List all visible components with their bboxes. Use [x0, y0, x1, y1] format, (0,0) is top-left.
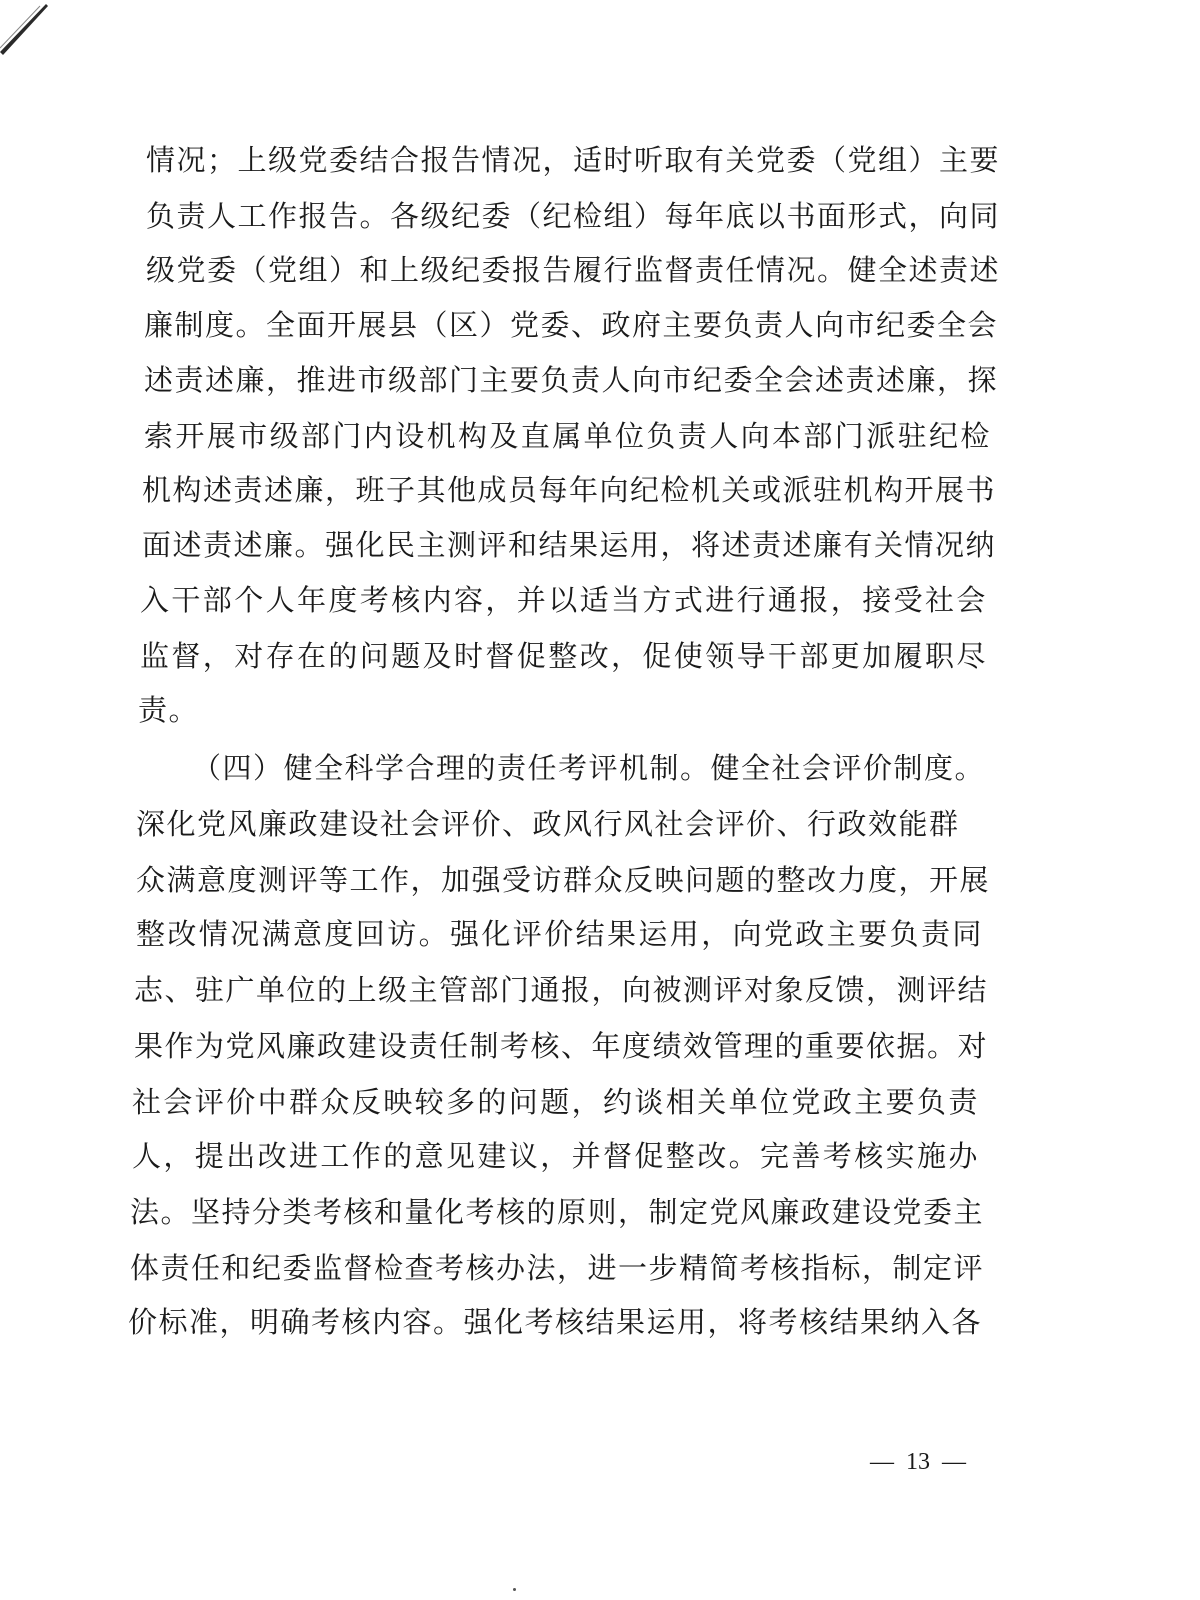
text-line: 廉制度。全面开展县（区）党委、政府主要负责人向市纪委全会: [144, 308, 999, 342]
section-heading-line: （四）健全科学合理的责任考评机制。健全社会评价制度。: [192, 751, 986, 785]
text-line: 体责任和纪委监督检查考核办法，进一步精简考核指标，制定评: [130, 1251, 985, 1285]
text-line: 法。坚持分类考核和量化考核的原则，制定党风廉政建设党委主: [130, 1195, 985, 1229]
text-line: 社会评价中群众反映较多的问题，约谈相关单位党政主要负责: [132, 1085, 980, 1119]
text-line: 果作为党风廉政建设责任制考核、年度绩效管理的重要依据。对: [134, 1029, 989, 1063]
text-line: 负责人工作报告。各级纪委（纪检组）每年底以书面形式，向同: [146, 199, 1001, 233]
text-line: 众满意度测评等工作，加强受访群众反映问题的整改力度，开展: [136, 863, 991, 897]
text-line: 责。: [138, 693, 200, 727]
text-line: 述责述廉，推进市级部门主要负责人向市纪委全会述责述廉，探: [144, 363, 999, 397]
scan-speck: [513, 1588, 516, 1591]
text-line: 志、驻广单位的上级主管部门通报，向被测评对象反馈，测评结: [134, 973, 989, 1007]
text-line: 级党委（党组）和上级纪委报告履行监督责任情况。健全述责述: [146, 253, 1001, 287]
text-line: 价标准，明确考核内容。强化考核结果运用，将考核结果纳入各: [128, 1305, 983, 1339]
text-line: 面述责述廉。强化民主测评和结果运用，将述责述廉有关情况纳: [142, 528, 997, 562]
page-number: — 13 —: [870, 1449, 966, 1475]
text-line: 人，提出改进工作的意见建议，并督促整改。完善考核实施办: [132, 1139, 980, 1173]
text-line: 监督，对存在的问题及时督促整改，促使领导干部更加履职尽: [140, 639, 988, 673]
text-line: 机构述责述廉，班子其他成员每年向纪检机关或派驻机构开展书: [142, 473, 997, 507]
text-line: 索开展市级部门内设机构及直属单位负责人向本部门派驻纪检: [144, 419, 992, 453]
text-line: 入干部个人年度考核内容，并以适当方式进行通报，接受社会: [140, 583, 988, 617]
text-line: 整改情况满意度回访。强化评价结果运用，向党政主要负责同: [136, 917, 984, 951]
text-line: 情况；上级党委结合报告情况，适时听取有关党委（党组）主要: [146, 143, 1001, 177]
text-line: 深化党风廉政建设社会评价、政风行风社会评价、行政效能群: [136, 807, 960, 841]
